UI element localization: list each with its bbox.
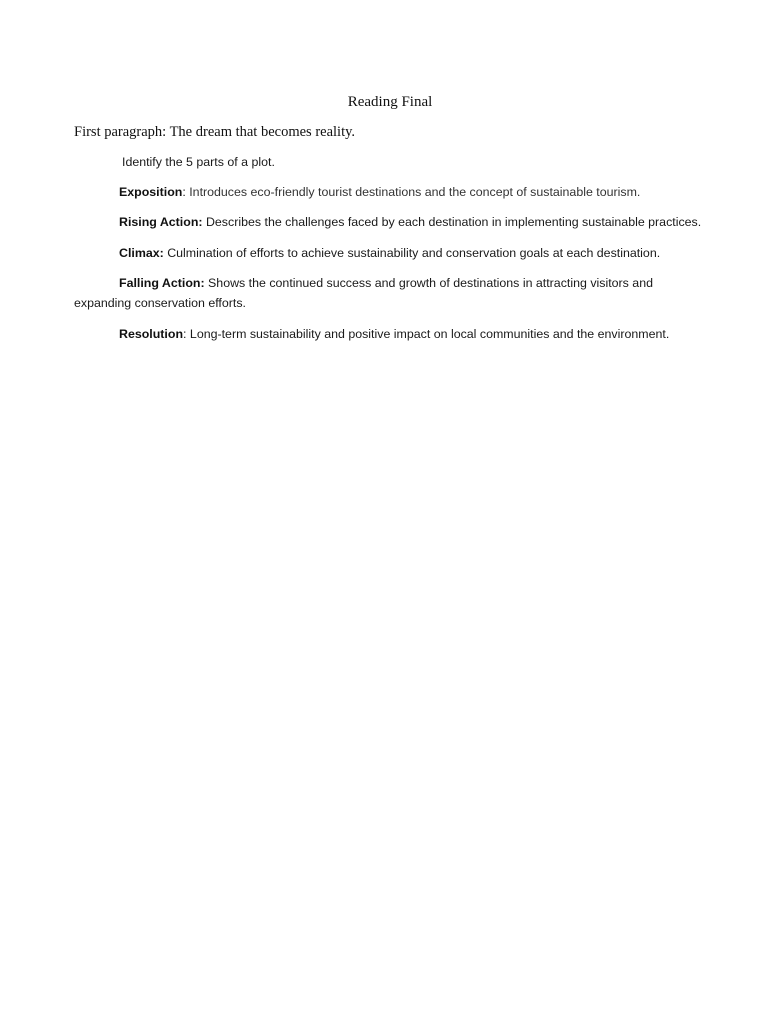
- plot-description: Describes the challenges faced by each destination in implementing sustainable practices.: [205, 215, 702, 229]
- plot-term: Rising Action:: [119, 215, 203, 229]
- plot-description: Long-term sustainability and positive impact on local communities and the environment.: [189, 327, 670, 341]
- plot-separator: :: [183, 327, 190, 341]
- plot-separator: :: [182, 185, 190, 199]
- instruction-text: Identify the 5 parts of a plot.: [122, 155, 275, 169]
- plot-term: Falling Action:: [119, 276, 205, 290]
- plot-description: Introduces eco-friendly tourist destinations and the concept of sustainable tourism.: [189, 185, 641, 199]
- plot-part-exposition: [74, 182, 734, 202]
- plot-part-resolution: [74, 324, 734, 344]
- plot-part-rising-action: [74, 212, 734, 232]
- plot-part-falling-action: [74, 273, 674, 313]
- plot-part-climax: [74, 243, 734, 263]
- page-title: Reading Final: [347, 94, 433, 110]
- plot-term: Climax:: [119, 246, 164, 260]
- plot-description: Shows the continued success and growth of destinations in attracting visitors and expanding conservation efforts.: [74, 276, 653, 310]
- plot-term: Resolution: [119, 327, 184, 341]
- plot-term: Exposition: [119, 185, 183, 199]
- plot-description: Culmination of efforts to achieve sustainability and conservation goals at each destination.: [167, 246, 661, 260]
- document-subtitle: First paragraph: The dream that becomes reality.: [74, 124, 356, 140]
